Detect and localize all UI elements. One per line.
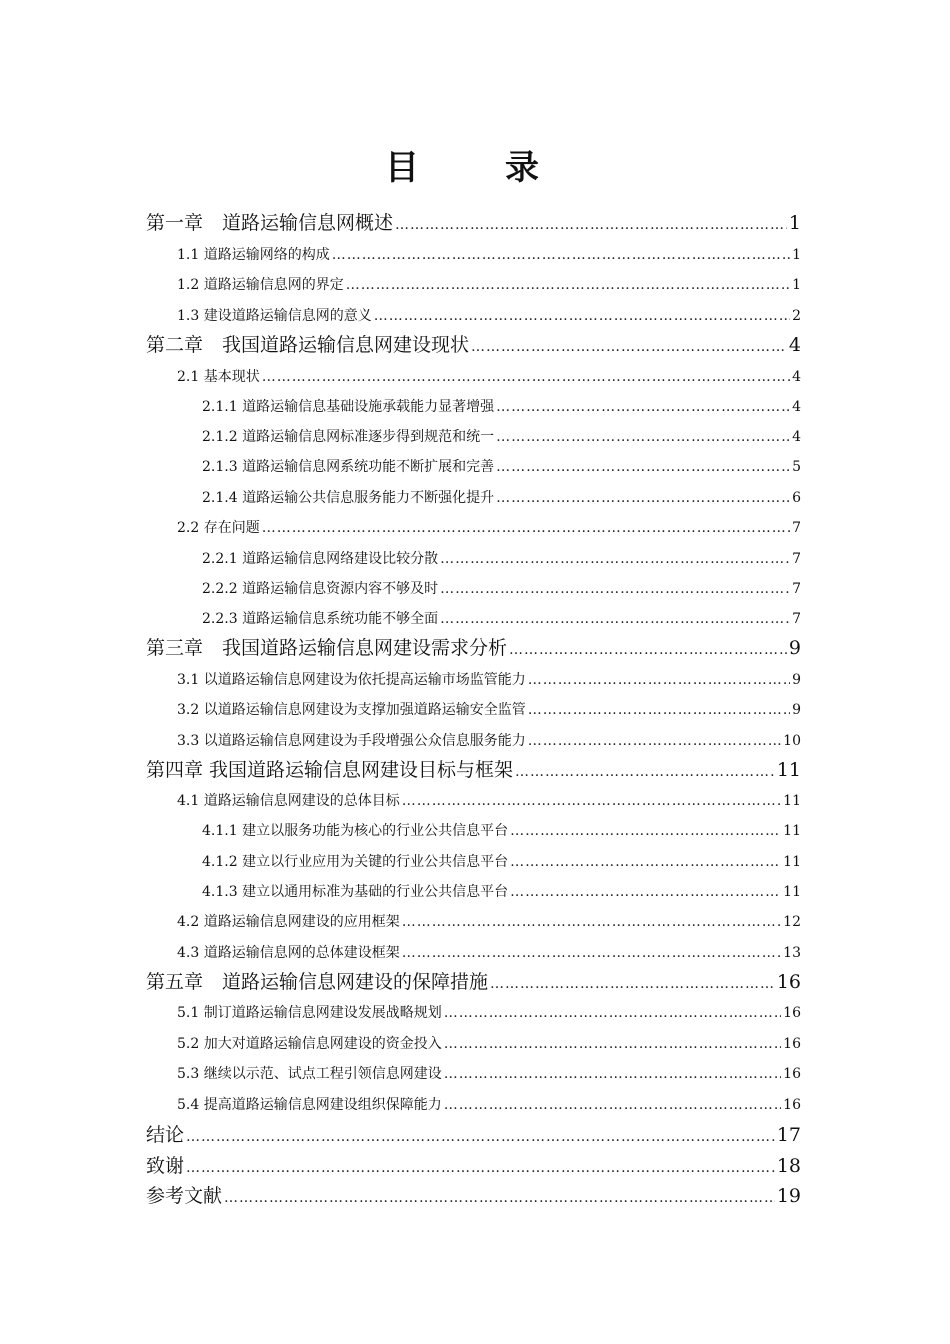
toc-entry-page: 7 — [792, 520, 801, 536]
toc-entry-page: 6 — [792, 490, 801, 506]
toc-entry-label: 致谢 — [146, 1155, 185, 1177]
toc-entry-label: 4.1 道路运输信息网建设的总体目标 — [177, 793, 400, 809]
toc-entry-section-5-1[interactable] — [177, 1003, 801, 1023]
leader-dots — [471, 335, 787, 359]
toc-entry-conclusion[interactable] — [146, 1123, 801, 1149]
toc-entry-label: 4.1.2 建立以行业应用为关键的行业公共信息平台 — [202, 854, 509, 870]
toc-entry-page: 11 — [783, 884, 801, 900]
leader-dots — [402, 912, 781, 932]
toc-entry-label: 3.3 以道路运输信息网建设为手段增强公众信息服务能力 — [177, 733, 526, 749]
toc-entry-section-1-3[interactable] — [177, 306, 801, 326]
leader-dots — [440, 579, 790, 599]
leader-dots — [402, 791, 781, 811]
toc-entry-page: 18 — [776, 1155, 801, 1177]
toc-entry-page: 19 — [776, 1185, 801, 1207]
toc-entry-label: 参考文献 — [146, 1185, 223, 1207]
toc-entry-label: 3.1 以道路运输信息网建设为依托提高运输市场监管能力 — [177, 672, 526, 688]
toc-entry-section-2-2-1[interactable] — [202, 549, 801, 569]
leader-dots — [395, 213, 787, 237]
toc-entry-page: 13 — [783, 945, 801, 961]
leader-dots — [496, 488, 790, 508]
toc-entry-label: 2.1.2 道路运输信息网标准逐步得到规范和统一 — [202, 429, 495, 445]
toc-entry-label: 2.2 存在问题 — [177, 520, 260, 536]
toc-entry-label: 4.2 道路运输信息网建设的应用框架 — [177, 914, 400, 930]
toc-entry-page: 9 — [792, 702, 801, 718]
toc-entry-chapter-1[interactable] — [146, 211, 801, 237]
toc-entry-page: 9 — [788, 637, 801, 659]
toc-entry-page: 12 — [783, 914, 801, 930]
toc-entry-section-4-1-2[interactable] — [202, 852, 801, 872]
toc-entry-page: 1 — [788, 212, 801, 234]
leader-dots — [186, 1125, 775, 1149]
leader-dots — [440, 609, 790, 629]
toc-entry-section-5-2[interactable] — [177, 1034, 801, 1054]
toc-entry-section-2-1-3[interactable] — [202, 457, 801, 477]
toc-entry-page: 4 — [792, 399, 801, 415]
leader-dots — [496, 427, 790, 447]
toc-entry-label: 5.3 继续以示范、试点工程引领信息网建设 — [177, 1066, 442, 1082]
toc-entry-page: 4 — [792, 369, 801, 385]
toc-entry-section-4-1[interactable] — [177, 791, 801, 811]
leader-dots — [224, 1186, 775, 1210]
toc-entry-page: 16 — [783, 1036, 801, 1052]
leader-dots — [440, 549, 790, 569]
toc-entry-label: 结论 — [146, 1124, 185, 1146]
leader-dots — [515, 760, 775, 784]
toc-entry-page: 7 — [792, 611, 801, 627]
toc-entry-label: 3.2 以道路运输信息网建设为支撑加强道路运输安全监管 — [177, 702, 526, 718]
toc-entry-page: 7 — [792, 551, 801, 567]
leader-dots — [374, 306, 790, 326]
toc-entry-section-4-1-3[interactable] — [202, 882, 801, 902]
toc-entry-page: 5 — [792, 459, 801, 475]
leader-dots — [332, 245, 790, 265]
toc-entry-label: 第三章 我国道路运输信息网建设需求分析 — [146, 637, 508, 659]
toc-title: 目 录 — [385, 148, 565, 188]
toc-entry-label: 2.2.3 道路运输信息系统功能不够全面 — [202, 611, 439, 627]
toc-entry-page: 11 — [783, 793, 801, 809]
leader-dots — [509, 638, 787, 662]
toc-entry-label: 2.1.3 道路运输信息网系统功能不断扩展和完善 — [202, 459, 495, 475]
toc-entry-section-2-2-3[interactable] — [202, 609, 801, 629]
toc-entry-section-3-1[interactable] — [177, 670, 801, 690]
toc-entry-references[interactable] — [146, 1184, 801, 1210]
toc-entry-page: 11 — [783, 854, 801, 870]
toc-entry-label: 第五章 道路运输信息网建设的保障措施 — [146, 971, 489, 993]
toc-entry-page: 10 — [783, 733, 801, 749]
toc-entry-label: 4.1.1 建立以服务功能为核心的行业公共信息平台 — [202, 823, 509, 839]
toc-entry-chapter-4[interactable] — [146, 758, 801, 784]
toc-entry-page: 9 — [792, 672, 801, 688]
leader-dots — [444, 1003, 781, 1023]
toc-entry-page: 2 — [792, 308, 801, 324]
toc-entry-section-3-3[interactable] — [177, 731, 801, 751]
toc-entry-section-4-2[interactable] — [177, 912, 801, 932]
toc-entry-chapter-2[interactable] — [146, 333, 801, 359]
toc-entry-page: 16 — [783, 1066, 801, 1082]
toc-entry-page: 11 — [783, 823, 801, 839]
toc-entry-label: 4.1.3 建立以通用标准为基础的行业公共信息平台 — [202, 884, 509, 900]
toc-entry-page: 16 — [776, 971, 801, 993]
toc-entry-acknowledgements[interactable] — [146, 1154, 801, 1180]
toc-entry-section-2-1-2[interactable] — [202, 427, 801, 447]
toc-entry-label: 1.2 道路运输信息网的界定 — [177, 277, 344, 293]
toc-entry-label: 2.2.2 道路运输信息资源内容不够及时 — [202, 581, 439, 597]
leader-dots — [510, 882, 781, 902]
leader-dots — [496, 457, 790, 477]
toc-entry-label: 1.3 建设道路运输信息网的意义 — [177, 308, 372, 324]
toc-entry-label: 2.1.4 道路运输公共信息服务能力不断强化提升 — [202, 490, 495, 506]
leader-dots — [510, 852, 781, 872]
toc-entry-label: 4.3 道路运输信息网的总体建设框架 — [177, 945, 400, 961]
toc-entry-label: 5.4 提高道路运输信息网建设组织保障能力 — [177, 1097, 442, 1113]
toc-entry-label: 5.1 制订道路运输信息网建设发展战略规划 — [177, 1005, 442, 1021]
toc-entry-section-2-1[interactable] — [177, 367, 801, 387]
leader-dots — [402, 943, 781, 963]
toc-entry-page: 11 — [776, 759, 801, 781]
toc-entry-section-5-3[interactable] — [177, 1064, 801, 1084]
leader-dots — [186, 1156, 775, 1180]
toc-entry-section-3-2[interactable] — [177, 700, 801, 720]
toc-entry-section-5-4[interactable] — [177, 1095, 801, 1115]
toc-entry-label: 2.2.1 道路运输信息网络建设比较分散 — [202, 551, 439, 567]
leader-dots — [496, 397, 790, 417]
toc-entry-page: 1 — [792, 247, 801, 263]
leader-dots — [528, 700, 790, 720]
toc-entry-label: 2.1 基本现状 — [177, 369, 260, 385]
toc-entry-section-2-2-2[interactable] — [202, 579, 801, 599]
leader-dots — [490, 972, 775, 996]
leader-dots — [510, 821, 781, 841]
toc-entry-label: 5.2 加大对道路运输信息网建设的资金投入 — [177, 1036, 442, 1052]
toc-entry-section-4-3[interactable] — [177, 943, 801, 963]
toc-entry-section-2-1-1[interactable] — [202, 397, 801, 417]
leader-dots — [444, 1064, 781, 1084]
toc-entry-page: 16 — [783, 1097, 801, 1113]
leader-dots — [346, 275, 790, 295]
toc-entry-page: 4 — [788, 334, 801, 356]
toc-entry-label: 2.1.1 道路运输信息基础设施承载能力显著增强 — [202, 399, 495, 415]
toc-entry-label: 第一章 道路运输信息网概述 — [146, 212, 394, 234]
toc-entry-section-1-1[interactable] — [177, 245, 801, 265]
toc-entry-page: 1 — [792, 277, 801, 293]
leader-dots — [528, 670, 790, 690]
leader-dots — [444, 1095, 781, 1115]
leader-dots — [262, 518, 790, 538]
toc-entry-page: 7 — [792, 581, 801, 597]
leader-dots — [262, 367, 790, 387]
toc-entry-chapter-3[interactable] — [146, 636, 801, 662]
toc-entry-page: 16 — [783, 1005, 801, 1021]
leader-dots — [444, 1034, 781, 1054]
toc-entry-label: 第四章 我国道路运输信息网建设目标与框架 — [146, 759, 514, 781]
toc-entry-section-1-2[interactable] — [177, 275, 801, 295]
toc-entry-chapter-5[interactable] — [146, 970, 801, 996]
toc-entry-section-2-1-4[interactable] — [202, 488, 801, 508]
toc-entry-label: 第二章 我国道路运输信息网建设现状 — [146, 334, 470, 356]
toc-entry-page: 4 — [792, 429, 801, 445]
toc-entry-label: 1.1 道路运输网络的构成 — [177, 247, 330, 263]
toc-entry-section-4-1-1[interactable] — [202, 821, 801, 841]
toc-entry-page: 17 — [776, 1124, 801, 1146]
leader-dots — [528, 731, 781, 751]
toc-entry-section-2-2[interactable] — [177, 518, 801, 538]
